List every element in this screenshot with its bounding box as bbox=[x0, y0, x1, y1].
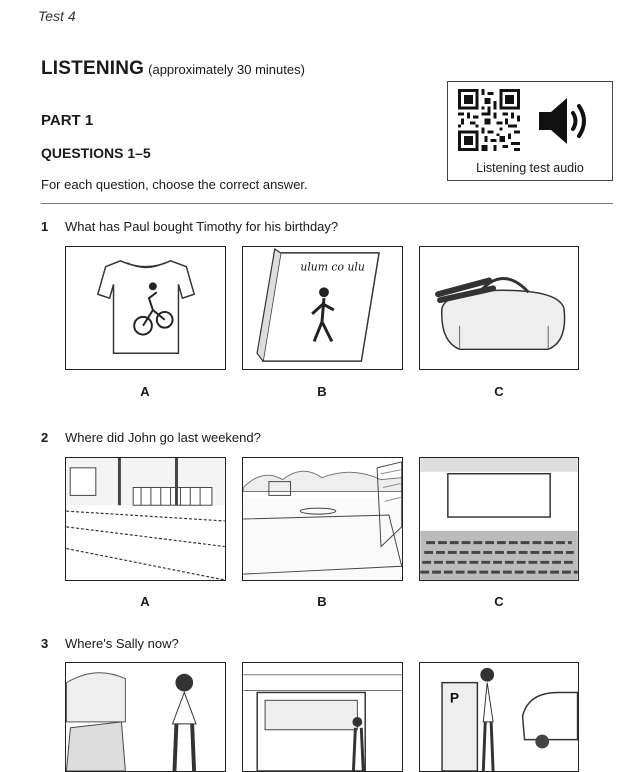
question-2 bbox=[41, 430, 261, 445]
option-image-football-pitch[interactable] bbox=[242, 457, 403, 581]
t-shirt-illustration bbox=[66, 247, 225, 369]
bus-illustration bbox=[243, 663, 402, 771]
option-label-c: C bbox=[494, 384, 504, 399]
option-image-bus[interactable] bbox=[242, 662, 403, 772]
question-3 bbox=[41, 636, 179, 651]
football-pitch-illustration bbox=[243, 458, 402, 580]
car-park-illustration bbox=[420, 663, 578, 771]
option-image-book[interactable] bbox=[242, 246, 403, 370]
question-number: 2 bbox=[41, 430, 49, 445]
option-image-shop[interactable] bbox=[65, 662, 226, 772]
question-1 bbox=[41, 219, 338, 234]
option-label-b: B bbox=[317, 594, 327, 609]
option-image-sports-bag[interactable] bbox=[419, 246, 579, 370]
question-number: 3 bbox=[41, 636, 49, 651]
option-image-t-shirt[interactable] bbox=[65, 246, 226, 370]
book-title-script: ulum co ulu bbox=[300, 260, 365, 274]
option-image-swimming-pool[interactable] bbox=[65, 457, 226, 581]
question-text: Where's Sally now? bbox=[65, 636, 179, 651]
section-title bbox=[41, 58, 305, 80]
question-text: Where did John go last weekend? bbox=[65, 430, 261, 445]
cinema-illustration bbox=[420, 458, 578, 580]
section-duration: (approximately 30 minutes) bbox=[148, 62, 305, 77]
option-image-car-park[interactable] bbox=[419, 662, 579, 772]
section-title-text: LISTENING bbox=[41, 58, 145, 79]
questions-heading: QUESTIONS 1–5 bbox=[41, 145, 151, 161]
question-number: 1 bbox=[41, 219, 49, 234]
option-image-cinema[interactable] bbox=[419, 457, 579, 581]
audio-box[interactable] bbox=[447, 81, 613, 181]
test-label: Test 4 bbox=[38, 8, 76, 24]
option-label-a: A bbox=[140, 594, 150, 609]
question-text: What has Paul bought Timothy for his birthday? bbox=[65, 219, 339, 234]
book-illustration bbox=[243, 247, 402, 369]
option-label-a: A bbox=[140, 384, 150, 399]
parking-sign-letter: P bbox=[449, 690, 460, 706]
section-divider bbox=[41, 203, 613, 204]
sports-bag-illustration bbox=[420, 247, 578, 369]
audio-caption: Listening test audio bbox=[476, 161, 584, 175]
qr-code-icon[interactable] bbox=[458, 89, 520, 151]
instruction-text: For each question, choose the correct answer. bbox=[41, 177, 308, 192]
option-label-c: C bbox=[494, 594, 504, 609]
shop-illustration bbox=[66, 663, 225, 771]
part-heading: PART 1 bbox=[41, 112, 94, 129]
option-label-b: B bbox=[317, 384, 327, 399]
swimming-pool-illustration bbox=[66, 458, 225, 580]
speaker-icon[interactable] bbox=[536, 95, 594, 147]
